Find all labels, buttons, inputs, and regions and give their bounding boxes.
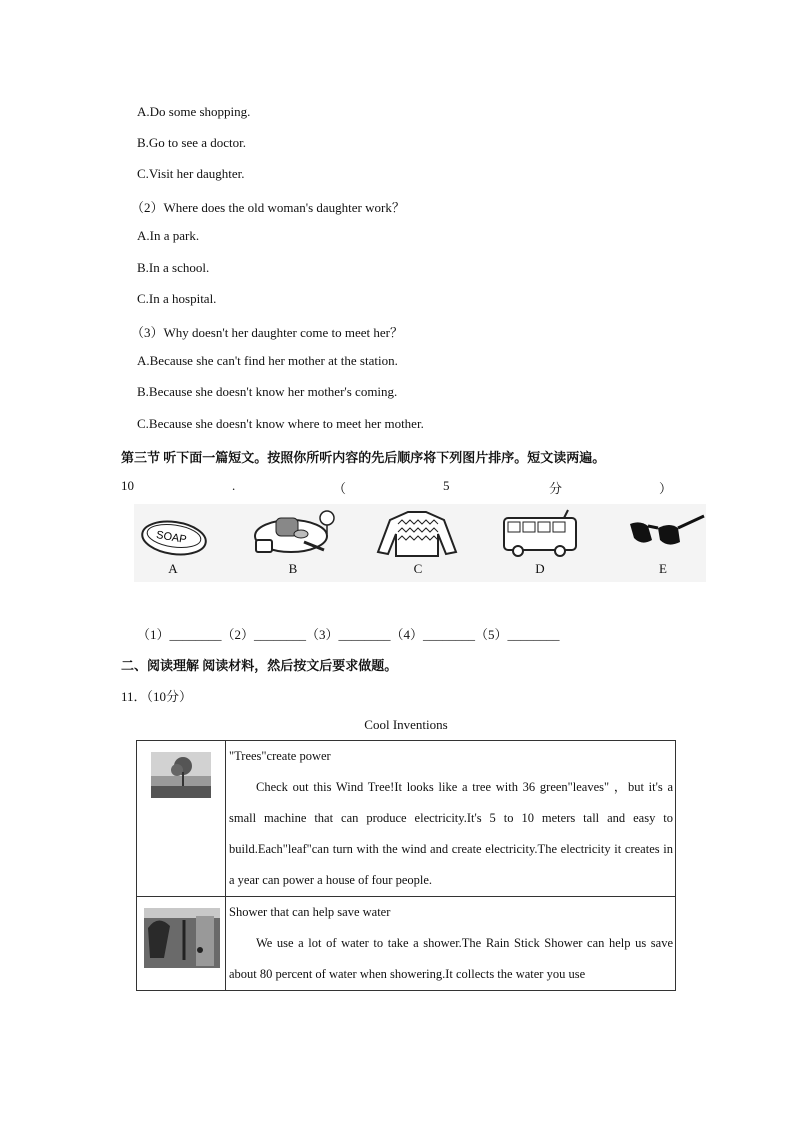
- inventions-table: [136, 740, 676, 991]
- part-heading: 二、阅读理解 阅读材料，然后按文后要求做题。: [121, 658, 398, 673]
- picture-d: [496, 504, 596, 582]
- image-cell: [137, 897, 226, 991]
- picture-label: A: [168, 561, 178, 576]
- wind-tree-photo: [151, 752, 211, 798]
- picture-label: E: [659, 561, 667, 576]
- text-cell: [226, 741, 676, 897]
- picture-a: [138, 504, 238, 582]
- passage-title: Cool Inventions: [364, 717, 448, 732]
- option-line: C.In a hospital.: [137, 291, 217, 306]
- row-body: We use a lot of water to take a shower.The Rain Stick Shower can help us save about 80 percent of water when showering.It collects the water you use: [229, 936, 673, 981]
- picture-c: [370, 504, 470, 582]
- paren-open: （: [333, 481, 347, 496]
- option-line: B.Because she doesn't know her mother's coming.: [137, 384, 398, 399]
- soap-text: SOAP: [155, 528, 188, 547]
- option-line: B.In a school.: [137, 260, 210, 275]
- row-heading: Shower that can help save water: [229, 905, 391, 919]
- question-label: 11．（10分）: [121, 689, 193, 704]
- table-row: [137, 897, 676, 991]
- row-heading: "Trees"create power: [229, 749, 331, 763]
- paren-close: ）: [659, 481, 673, 496]
- option-line: A.Because she can't find her mother at the station.: [137, 353, 398, 368]
- picture-label: B: [288, 561, 298, 576]
- option-line: C.Visit her daughter.: [137, 166, 245, 181]
- picture-b: [246, 504, 346, 582]
- score-unit: 分: [549, 481, 563, 496]
- score-number: 5: [443, 478, 450, 493]
- picture-label: C: [413, 561, 423, 576]
- picture-label: D: [535, 561, 545, 576]
- row-body: Check out this Wind Tree!It looks like a tree with 36 green"leaves" ，but it's a small machine that can produce electricity.It's 5 to 10 meters tall and easy to build.Each"leaf"can turn with the wind and create electricity.The electricity it creates in a year can power a house of four people.: [229, 780, 673, 887]
- option-line: B.Go to see a doctor.: [137, 135, 247, 150]
- picture-strip: [134, 504, 706, 582]
- answer-blanks: （1）________（2）________（3）________（4）________（5）________: [137, 627, 560, 642]
- picture-e: [618, 504, 718, 582]
- rain-stick-shower-photo: [144, 908, 220, 968]
- option-line: A.In a park.: [137, 228, 200, 243]
- option-line: A.Do some shopping.: [137, 104, 251, 119]
- question-dot: .: [232, 478, 236, 493]
- question-text: （3）Why doesn't her daughter come to meet her？: [131, 325, 404, 340]
- table-row: [137, 741, 676, 897]
- section-heading: 第三节 听下面一篇短文。按照你所听内容的先后顺序将下列图片排序。短文读两遍。: [121, 450, 606, 465]
- option-line: C.Because she doesn't know where to meet her mother.: [137, 416, 424, 431]
- image-cell: [137, 741, 226, 897]
- text-cell: [226, 897, 676, 991]
- question-number: 10: [121, 478, 134, 493]
- soap-icon: [138, 504, 238, 582]
- question-text: （2）Where does the old woman's daughter work？: [131, 200, 405, 215]
